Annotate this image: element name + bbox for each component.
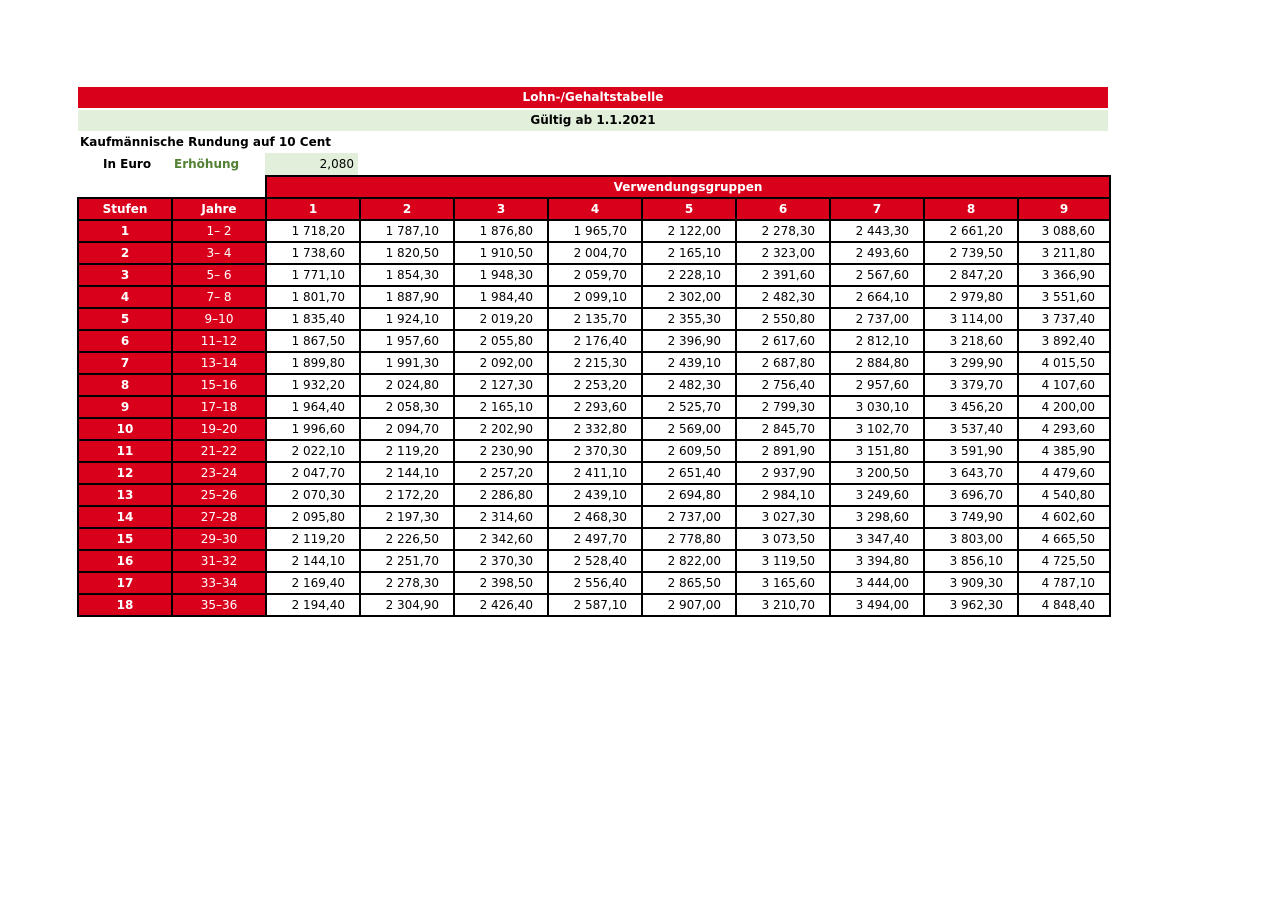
table-row	[78, 264, 1110, 286]
salary-cell[interactable]: 1 899,80	[266, 352, 360, 374]
col-header-group: 2	[360, 198, 454, 220]
salary-cell[interactable]: 3 151,80	[830, 440, 924, 462]
currency-label: In Euro	[103, 157, 152, 171]
stufe-cell[interactable]: 9	[78, 396, 172, 418]
salary-cell[interactable]: 3 643,70	[924, 462, 1018, 484]
salary-cell[interactable]: 3 298,60	[830, 506, 924, 528]
salary-cell[interactable]: 2 617,60	[736, 330, 830, 352]
salary-cell[interactable]: 1 718,20	[266, 220, 360, 242]
salary-cell[interactable]: 4 293,60	[1018, 418, 1110, 440]
salary-cell[interactable]: 2 047,70	[266, 462, 360, 484]
salary-cell[interactable]: 3 030,10	[830, 396, 924, 418]
salary-cell[interactable]: 2 194,40	[266, 594, 360, 616]
salary-cell[interactable]: 2 022,10	[266, 440, 360, 462]
salary-cell[interactable]: 2 370,30	[454, 550, 548, 572]
col-header-group: 8	[924, 198, 1018, 220]
salary-cell[interactable]: 2 957,60	[830, 374, 924, 396]
salary-cell[interactable]: 2 119,20	[360, 440, 454, 462]
table-row	[78, 462, 1110, 484]
salary-cell[interactable]: 1 876,80	[454, 220, 548, 242]
table-row	[78, 572, 1110, 594]
salary-cell[interactable]: 2 165,10	[642, 242, 736, 264]
salary-cell[interactable]: 1 835,40	[266, 308, 360, 330]
jahre-cell[interactable]: 3– 4	[172, 242, 266, 264]
jahre-cell[interactable]: 13–14	[172, 352, 266, 374]
salary-cell[interactable]: 1 771,10	[266, 264, 360, 286]
table-title: Lohn-/Gehaltstabelle	[78, 87, 1108, 108]
salary-cell[interactable]: 2 556,40	[548, 572, 642, 594]
salary-cell[interactable]: 2 355,30	[642, 308, 736, 330]
salary-cell[interactable]: 3 379,70	[924, 374, 1018, 396]
salary-cell[interactable]: 2 661,20	[924, 220, 1018, 242]
increase-row	[78, 153, 1108, 175]
salary-cell[interactable]: 1 996,60	[266, 418, 360, 440]
salary-cell[interactable]: 3 537,40	[924, 418, 1018, 440]
salary-cell[interactable]: 2 391,60	[736, 264, 830, 286]
salary-cell[interactable]: 2 884,80	[830, 352, 924, 374]
salary-cell[interactable]: 2 127,30	[454, 374, 548, 396]
salary-cell[interactable]: 2 468,30	[548, 506, 642, 528]
salary-cell[interactable]: 2 094,70	[360, 418, 454, 440]
table-row	[78, 374, 1110, 396]
header-spacer	[78, 176, 266, 198]
stufe-cell[interactable]: 3	[78, 264, 172, 286]
salary-cell[interactable]: 2 370,30	[548, 440, 642, 462]
table-row	[78, 396, 1110, 418]
salary-cell[interactable]: 2 004,70	[548, 242, 642, 264]
salary-cell[interactable]: 1 965,70	[548, 220, 642, 242]
salary-cell[interactable]: 2 144,10	[266, 550, 360, 572]
salary-cell[interactable]: 2 228,10	[642, 264, 736, 286]
salary-cell[interactable]: 2 197,30	[360, 506, 454, 528]
col-header-group: 9	[1018, 198, 1110, 220]
salary-cell[interactable]: 4 787,10	[1018, 572, 1110, 594]
salary-cell[interactable]: 2 439,10	[548, 484, 642, 506]
jahre-cell[interactable]: 15–16	[172, 374, 266, 396]
salary-cell[interactable]: 3 591,90	[924, 440, 1018, 462]
salary-cell[interactable]: 1 991,30	[360, 352, 454, 374]
salary-cell[interactable]: 2 176,40	[548, 330, 642, 352]
jahre-cell[interactable]: 23–24	[172, 462, 266, 484]
jahre-cell[interactable]: 19–20	[172, 418, 266, 440]
col-header-group: 4	[548, 198, 642, 220]
salary-cell[interactable]: 4 848,40	[1018, 594, 1110, 616]
salary-cell[interactable]: 2 215,30	[548, 352, 642, 374]
jahre-cell[interactable]: 11–12	[172, 330, 266, 352]
salary-cell[interactable]: 2 253,20	[548, 374, 642, 396]
salary-cell[interactable]: 1 957,60	[360, 330, 454, 352]
salary-cell[interactable]: 3 114,00	[924, 308, 1018, 330]
salary-cell[interactable]: 2 891,90	[736, 440, 830, 462]
salary-cell[interactable]: 2 314,60	[454, 506, 548, 528]
salary-cell[interactable]: 3 444,00	[830, 572, 924, 594]
column-header-row	[78, 198, 1110, 220]
salary-cell[interactable]: 3 027,30	[736, 506, 830, 528]
jahre-cell[interactable]: 5– 6	[172, 264, 266, 286]
col-header-group: 7	[830, 198, 924, 220]
salary-cell[interactable]: 2 323,00	[736, 242, 830, 264]
increase-value-cell[interactable]: 2,080	[265, 153, 358, 175]
stufe-cell[interactable]: 10	[78, 418, 172, 440]
jahre-cell[interactable]: 27–28	[172, 506, 266, 528]
stufe-cell[interactable]: 15	[78, 528, 172, 550]
salary-cell[interactable]: 2 497,70	[548, 528, 642, 550]
salary-cell[interactable]: 4 540,80	[1018, 484, 1110, 506]
salary-cell[interactable]: 2 095,80	[266, 506, 360, 528]
stufe-cell[interactable]: 4	[78, 286, 172, 308]
table-row	[78, 286, 1110, 308]
salary-cell[interactable]: 2 865,50	[642, 572, 736, 594]
salary-cell[interactable]: 2 172,20	[360, 484, 454, 506]
salary-cell[interactable]: 2 847,20	[924, 264, 1018, 286]
salary-cell[interactable]: 2 058,30	[360, 396, 454, 418]
salary-cell[interactable]: 2 694,80	[642, 484, 736, 506]
salary-cell[interactable]: 3 200,50	[830, 462, 924, 484]
salary-cell[interactable]: 1 964,40	[266, 396, 360, 418]
salary-cell[interactable]: 4 602,60	[1018, 506, 1110, 528]
salary-cell[interactable]: 3 551,60	[1018, 286, 1110, 308]
salary-cell[interactable]: 4 385,90	[1018, 440, 1110, 462]
jahre-cell[interactable]: 17–18	[172, 396, 266, 418]
jahre-cell[interactable]: 31–32	[172, 550, 266, 572]
salary-cell[interactable]: 2 822,00	[642, 550, 736, 572]
salary-cell[interactable]: 3 102,70	[830, 418, 924, 440]
salary-cell[interactable]: 2 664,10	[830, 286, 924, 308]
valid-from-banner: Gültig ab 1.1.2021	[78, 110, 1108, 131]
table-row	[78, 330, 1110, 352]
salary-cell[interactable]: 2 119,20	[266, 528, 360, 550]
salary-cell[interactable]: 2 737,00	[642, 506, 736, 528]
salary-cell[interactable]: 2 070,30	[266, 484, 360, 506]
salary-cell[interactable]: 3 211,80	[1018, 242, 1110, 264]
jahre-cell[interactable]: 25–26	[172, 484, 266, 506]
salary-cell[interactable]: 3 394,80	[830, 550, 924, 572]
salary-cell[interactable]: 3 909,30	[924, 572, 1018, 594]
salary-cell[interactable]: 2 907,00	[642, 594, 736, 616]
salary-cell[interactable]: 4 665,50	[1018, 528, 1110, 550]
salary-cell[interactable]: 2 398,50	[454, 572, 548, 594]
col-header-group: 3	[454, 198, 548, 220]
stufe-cell[interactable]: 5	[78, 308, 172, 330]
salary-cell[interactable]: 2 286,80	[454, 484, 548, 506]
salary-cell[interactable]: 2 251,70	[360, 550, 454, 572]
stufe-cell[interactable]: 12	[78, 462, 172, 484]
stufe-cell[interactable]: 2	[78, 242, 172, 264]
salary-cell[interactable]: 3 456,20	[924, 396, 1018, 418]
salary-cell[interactable]: 2 569,00	[642, 418, 736, 440]
salary-cell[interactable]: 2 342,60	[454, 528, 548, 550]
salary-sheet	[78, 87, 1108, 617]
salary-cell[interactable]: 3 299,90	[924, 352, 1018, 374]
salary-cell[interactable]: 2 756,40	[736, 374, 830, 396]
salary-cell[interactable]: 2 443,30	[830, 220, 924, 242]
salary-cell[interactable]: 3 119,50	[736, 550, 830, 572]
salary-cell[interactable]: 2 737,00	[830, 308, 924, 330]
table-row	[78, 528, 1110, 550]
salary-cell[interactable]: 1 854,30	[360, 264, 454, 286]
table-row	[78, 484, 1110, 506]
salary-cell[interactable]: 1 867,50	[266, 330, 360, 352]
jahre-cell[interactable]: 33–34	[172, 572, 266, 594]
salary-cell[interactable]: 3 892,40	[1018, 330, 1110, 352]
salary-cell[interactable]: 2 812,10	[830, 330, 924, 352]
salary-cell[interactable]: 1 948,30	[454, 264, 548, 286]
salary-cell[interactable]: 2 122,00	[642, 220, 736, 242]
table-row	[78, 418, 1110, 440]
salary-cell[interactable]: 2 144,10	[360, 462, 454, 484]
salary-cell[interactable]: 4 725,50	[1018, 550, 1110, 572]
salary-cell[interactable]: 2 099,10	[548, 286, 642, 308]
table-row	[78, 550, 1110, 572]
group-header-row	[78, 176, 1110, 198]
salary-cell[interactable]: 2 278,30	[360, 572, 454, 594]
jahre-cell[interactable]: 7– 8	[172, 286, 266, 308]
salary-cell[interactable]: 2 024,80	[360, 374, 454, 396]
salary-cell[interactable]: 2 169,40	[266, 572, 360, 594]
salary-cell[interactable]: 2 230,90	[454, 440, 548, 462]
stufe-cell[interactable]: 14	[78, 506, 172, 528]
increase-label: Erhöhung	[174, 157, 240, 171]
salary-cell[interactable]: 1 738,60	[266, 242, 360, 264]
table-row	[78, 352, 1110, 374]
salary-cell[interactable]: 2 493,60	[830, 242, 924, 264]
salary-cell[interactable]: 3 218,60	[924, 330, 1018, 352]
salary-cell[interactable]: 4 200,00	[1018, 396, 1110, 418]
salary-cell[interactable]: 2 202,90	[454, 418, 548, 440]
table-row	[78, 220, 1110, 242]
salary-cell[interactable]: 1 787,10	[360, 220, 454, 242]
jahre-cell[interactable]: 1– 2	[172, 220, 266, 242]
stufe-cell[interactable]: 8	[78, 374, 172, 396]
salary-cell[interactable]: 2 937,90	[736, 462, 830, 484]
salary-cell[interactable]: 2 135,70	[548, 308, 642, 330]
salary-cell[interactable]: 2 059,70	[548, 264, 642, 286]
jahre-cell[interactable]: 35–36	[172, 594, 266, 616]
salary-cell[interactable]: 1 984,40	[454, 286, 548, 308]
salary-cell[interactable]: 2 019,20	[454, 308, 548, 330]
stufe-cell[interactable]: 16	[78, 550, 172, 572]
stufe-cell[interactable]: 18	[78, 594, 172, 616]
salary-cell[interactable]: 2 651,40	[642, 462, 736, 484]
salary-cell[interactable]: 3 347,40	[830, 528, 924, 550]
stufe-cell[interactable]: 11	[78, 440, 172, 462]
table-row	[78, 308, 1110, 330]
salary-cell[interactable]: 4 015,50	[1018, 352, 1110, 374]
stufe-cell[interactable]: 1	[78, 220, 172, 242]
salary-cell[interactable]: 2 165,10	[454, 396, 548, 418]
salary-cell[interactable]: 2 482,30	[736, 286, 830, 308]
salary-cell[interactable]: 2 687,80	[736, 352, 830, 374]
salary-cell[interactable]: 2 332,80	[548, 418, 642, 440]
stufe-cell[interactable]: 17	[78, 572, 172, 594]
salary-cell[interactable]: 2 411,10	[548, 462, 642, 484]
salary-cell[interactable]: 2 396,90	[642, 330, 736, 352]
salary-cell[interactable]: 2 845,70	[736, 418, 830, 440]
salary-cell[interactable]: 2 550,80	[736, 308, 830, 330]
salary-cell[interactable]: 2 799,30	[736, 396, 830, 418]
table-row	[78, 506, 1110, 528]
salary-cell[interactable]: 2 739,50	[924, 242, 1018, 264]
salary-cell[interactable]: 2 778,80	[642, 528, 736, 550]
stufe-cell[interactable]: 7	[78, 352, 172, 374]
salary-cell[interactable]: 3 737,40	[1018, 308, 1110, 330]
table-row	[78, 242, 1110, 264]
salary-cell[interactable]: 2 304,90	[360, 594, 454, 616]
salary-cell[interactable]: 3 494,00	[830, 594, 924, 616]
col-header-group: 6	[736, 198, 830, 220]
stufe-cell[interactable]: 13	[78, 484, 172, 506]
salary-cell[interactable]: 3 249,60	[830, 484, 924, 506]
salary-cell[interactable]: 3 749,90	[924, 506, 1018, 528]
salary-cell[interactable]: 2 587,10	[548, 594, 642, 616]
salary-cell[interactable]: 1 887,90	[360, 286, 454, 308]
salary-cell[interactable]: 1 820,50	[360, 242, 454, 264]
salary-cell[interactable]: 2 482,30	[642, 374, 736, 396]
table-row	[78, 440, 1110, 462]
salary-cell[interactable]: 2 426,40	[454, 594, 548, 616]
salary-cell[interactable]: 3 696,70	[924, 484, 1018, 506]
salary-cell[interactable]: 1 924,10	[360, 308, 454, 330]
salary-cell[interactable]: 2 226,50	[360, 528, 454, 550]
table-row	[78, 594, 1110, 616]
col-header-group: 1	[266, 198, 360, 220]
salary-cell[interactable]: 2 257,20	[454, 462, 548, 484]
col-header-stufen: Stufen	[78, 198, 172, 220]
col-header-group: 5	[642, 198, 736, 220]
salary-cell[interactable]: 2 092,00	[454, 352, 548, 374]
salary-cell[interactable]: 2 609,50	[642, 440, 736, 462]
salary-cell[interactable]: 2 525,70	[642, 396, 736, 418]
salary-cell[interactable]: 3 803,00	[924, 528, 1018, 550]
salary-cell[interactable]: 2 567,60	[830, 264, 924, 286]
salary-cell[interactable]: 3 962,30	[924, 594, 1018, 616]
salary-cell[interactable]: 2 278,30	[736, 220, 830, 242]
group-header: Verwendungsgruppen	[266, 176, 1110, 198]
salary-cell[interactable]: 2 979,80	[924, 286, 1018, 308]
stufe-cell[interactable]: 6	[78, 330, 172, 352]
salary-cell[interactable]: 1 910,50	[454, 242, 548, 264]
salary-cell[interactable]: 3 856,10	[924, 550, 1018, 572]
salary-cell[interactable]: 3 366,90	[1018, 264, 1110, 286]
salary-cell[interactable]: 2 055,80	[454, 330, 548, 352]
salary-cell[interactable]: 3 210,70	[736, 594, 830, 616]
salary-cell[interactable]: 4 479,60	[1018, 462, 1110, 484]
salary-cell[interactable]: 3 073,50	[736, 528, 830, 550]
salary-cell[interactable]: 2 528,40	[548, 550, 642, 572]
salary-cell[interactable]: 2 302,00	[642, 286, 736, 308]
salary-cell[interactable]: 2 293,60	[548, 396, 642, 418]
jahre-cell[interactable]: 21–22	[172, 440, 266, 462]
salary-cell[interactable]: 1 801,70	[266, 286, 360, 308]
salary-cell[interactable]: 3 088,60	[1018, 220, 1110, 242]
jahre-cell[interactable]: 29–30	[172, 528, 266, 550]
rounding-note: Kaufmännische Rundung auf 10 Cent	[80, 135, 331, 149]
salary-table	[77, 175, 1111, 617]
salary-cell[interactable]: 4 107,60	[1018, 374, 1110, 396]
salary-cell[interactable]: 2 984,10	[736, 484, 830, 506]
salary-cell[interactable]: 1 932,20	[266, 374, 360, 396]
col-header-jahre: Jahre	[172, 198, 266, 220]
salary-cell[interactable]: 2 439,10	[642, 352, 736, 374]
jahre-cell[interactable]: 9–10	[172, 308, 266, 330]
salary-cell[interactable]: 3 165,60	[736, 572, 830, 594]
